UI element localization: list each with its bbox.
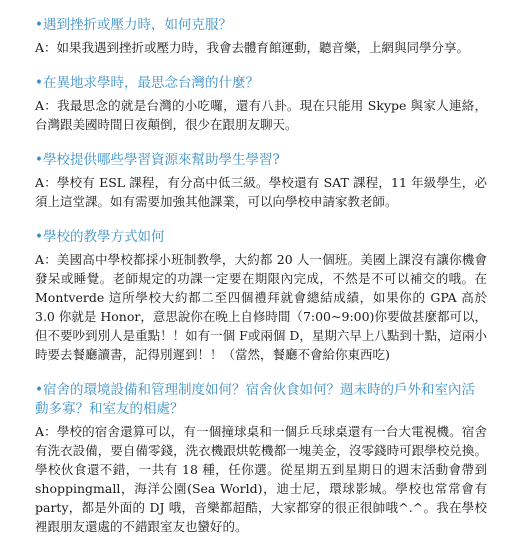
answer-text: A：學校有 ESL 課程，有分高中低三級。學校還有 SAT 課程，11 年級學生，必須上這堂課。如有需要加強其他課業，可以向學校申請家教老師。 [35, 175, 487, 209]
question-heading: •遇到挫折或壓力時，如何克服？ [35, 17, 232, 33]
qa-item-missing-taiwan [35, 74, 487, 134]
question-heading: •在異地求學時，最思念台灣的什麼？ [35, 75, 259, 91]
qa-item-learning-resources [35, 151, 487, 211]
qa-item-teaching-method [35, 228, 487, 364]
qa-item-coping-with-stress [35, 16, 487, 57]
answer-text: A：如果我遇到挫折或壓力時，我會去體育館運動，聽音樂，上網與同學分享。 [35, 40, 470, 55]
answer-text: A：我最思念的就是台灣的小吃囉，還有八卦。現在只能用 Skype 與家人連絡，台灣跟美國時間日夜顛倒，很少在跟朋友聊天。 [35, 98, 487, 132]
answer-text: A：美國高中學校都採小班制教學，大約都 20 人一個班。美國上課沒有讓你機會發呆或睡覺。老師規定的功課一定要在期限內完成，不然是不可以補交的哦。在 Montverde 這所學校大約都二至四個禮拜就會總結成績，如果你的 GPA 高於 3.0 你就是 Honor，意思說你在晚上自修時間（7:00~9:00)你要做甚麼都可以，但不要吵到別人是重點！！如有一個 F或兩個 D，星期六早上八點到十點，這兩小時要去餐廳讀書，記得別遲到！！（當然，餐廳不會給你東西吃) [35, 252, 487, 362]
answer-text: A：學校的宿舍還算可以，有一個撞球桌和一個乒乓球桌還有一台大電視機。宿舍有洗衣設備，要自備零錢，洗衣機跟烘乾機都一塊美金，沒零錢時可跟學校兑換。學校伙食還不錯，一共有 18 種，任你選。從星期五到星期日的週末活動會帶到 shoppingmall，海洋公園(Sea World)，迪士尼，環球影城。學校也常常會有 party，都是外面的 DJ 哦，音樂都超酷，大家都穿的很正很帥哦^.^。我在學校裡跟朋友還處的不錯跟室友也蠻好的。 [35, 424, 487, 534]
question-heading: •學校提供哪些學習資源來幫助學生學習? [35, 152, 280, 168]
qa-item-dormitory [35, 381, 487, 536]
question-heading: •宿舍的環境設備和管理制度如何？宿舍伙食如何？週末時的戶外和室內活動多寡？和室友的相處？ [35, 382, 475, 417]
question-heading: •學校的教學方式如何 [35, 229, 165, 245]
